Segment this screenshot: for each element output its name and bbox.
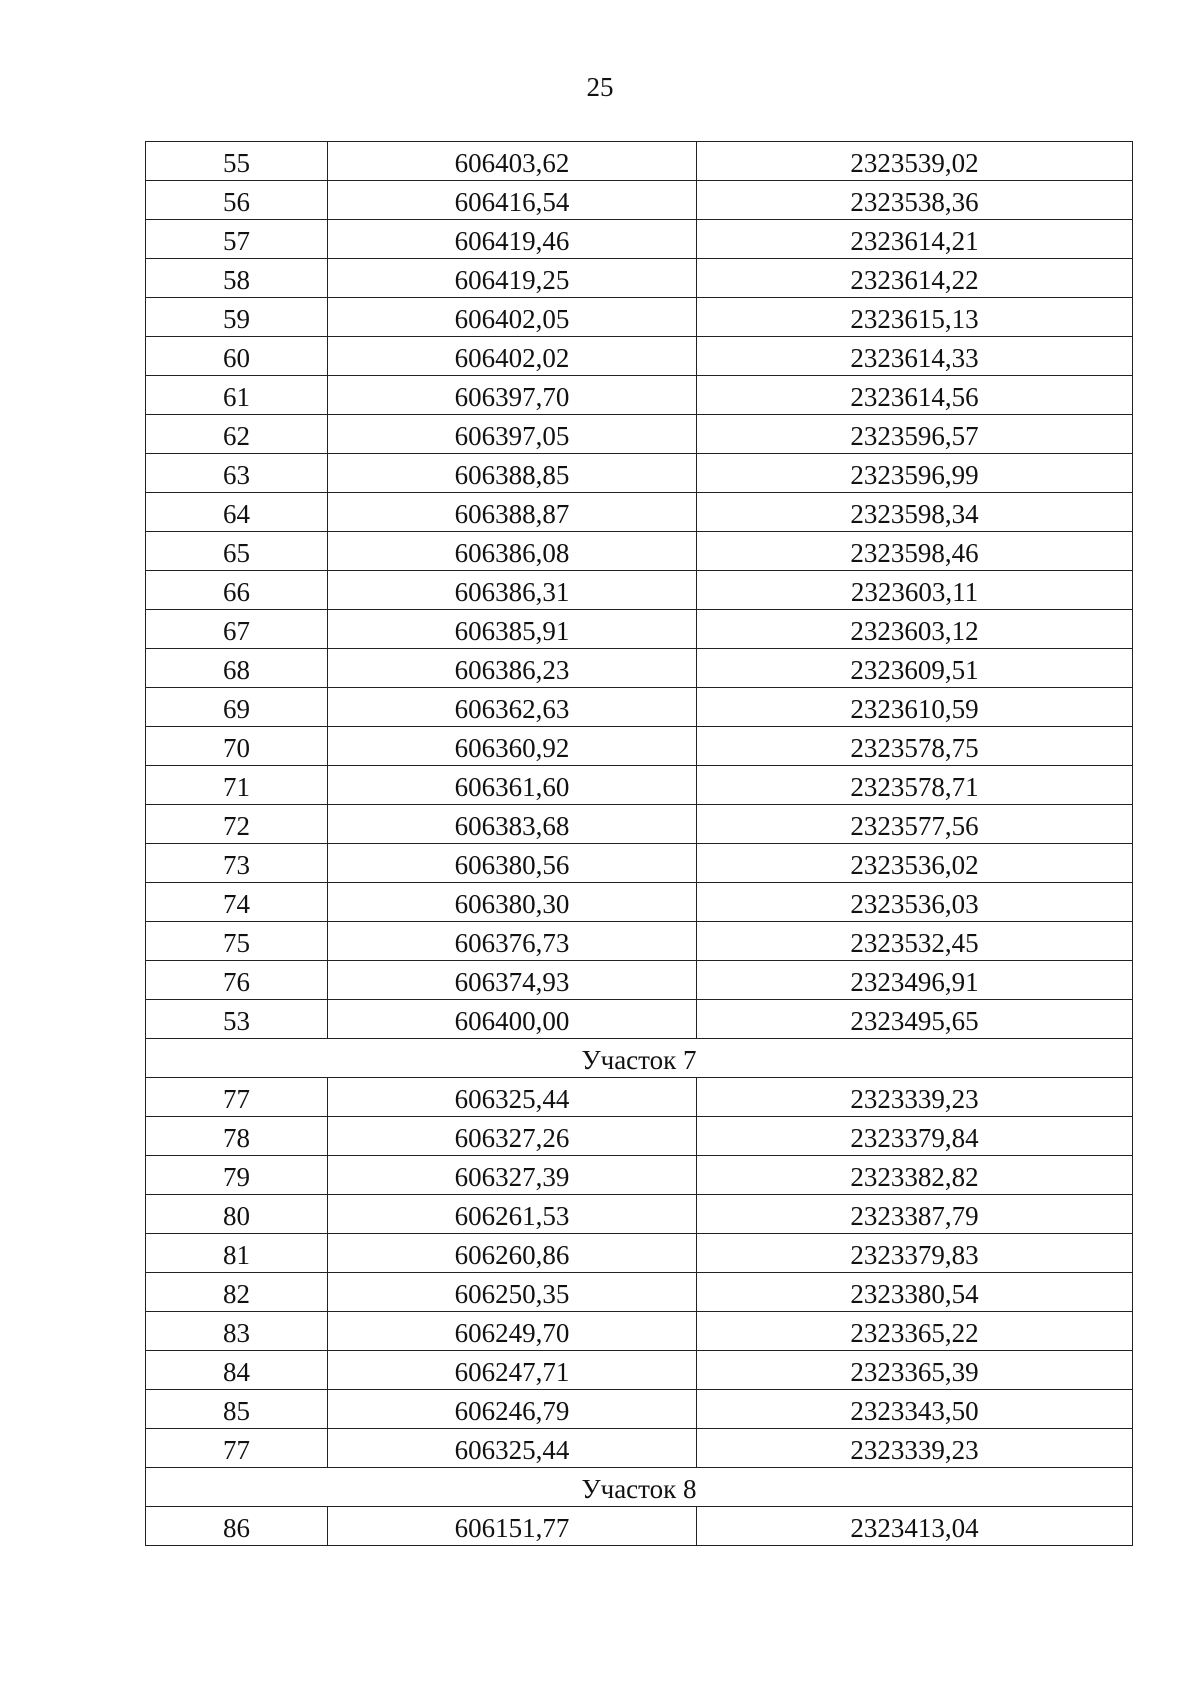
x-coordinate-cell: 606260,86 bbox=[328, 1234, 697, 1273]
section-row bbox=[146, 1468, 1133, 1507]
table-row bbox=[146, 220, 1133, 259]
point-number-cell: 77 bbox=[146, 1078, 328, 1117]
point-number-cell: 78 bbox=[146, 1117, 328, 1156]
y-coordinate-cell: 2323614,22 bbox=[697, 259, 1133, 298]
table-row bbox=[146, 1117, 1133, 1156]
table-row bbox=[146, 181, 1133, 220]
table-row bbox=[146, 571, 1133, 610]
point-number-cell: 64 bbox=[146, 493, 328, 532]
section-label: Участок 7 bbox=[146, 1039, 1133, 1078]
table-row bbox=[146, 493, 1133, 532]
y-coordinate-cell: 2323577,56 bbox=[697, 805, 1133, 844]
x-coordinate-cell: 606383,68 bbox=[328, 805, 697, 844]
table-row bbox=[146, 1312, 1133, 1351]
table-row bbox=[146, 649, 1133, 688]
point-number-cell: 82 bbox=[146, 1273, 328, 1312]
table-row bbox=[146, 805, 1133, 844]
y-coordinate-cell: 2323413,04 bbox=[697, 1507, 1133, 1546]
point-number-cell: 59 bbox=[146, 298, 328, 337]
y-coordinate-cell: 2323496,91 bbox=[697, 961, 1133, 1000]
y-coordinate-cell: 2323603,12 bbox=[697, 610, 1133, 649]
table-row bbox=[146, 1195, 1133, 1234]
table-row bbox=[146, 727, 1133, 766]
y-coordinate-cell: 2323532,45 bbox=[697, 922, 1133, 961]
table-row bbox=[146, 142, 1133, 181]
y-coordinate-cell: 2323614,33 bbox=[697, 337, 1133, 376]
x-coordinate-cell: 606380,56 bbox=[328, 844, 697, 883]
x-coordinate-cell: 606360,92 bbox=[328, 727, 697, 766]
table-row bbox=[146, 259, 1133, 298]
x-coordinate-cell: 606362,63 bbox=[328, 688, 697, 727]
table-row bbox=[146, 337, 1133, 376]
y-coordinate-cell: 2323539,02 bbox=[697, 142, 1133, 181]
coordinates-table-body bbox=[146, 142, 1133, 1546]
point-number-cell: 72 bbox=[146, 805, 328, 844]
y-coordinate-cell: 2323379,84 bbox=[697, 1117, 1133, 1156]
table-row bbox=[146, 766, 1133, 805]
point-number-cell: 84 bbox=[146, 1351, 328, 1390]
x-coordinate-cell: 606416,54 bbox=[328, 181, 697, 220]
point-number-cell: 83 bbox=[146, 1312, 328, 1351]
table-row bbox=[146, 454, 1133, 493]
x-coordinate-cell: 606403,62 bbox=[328, 142, 697, 181]
x-coordinate-cell: 606325,44 bbox=[328, 1078, 697, 1117]
table-row bbox=[146, 1156, 1133, 1195]
x-coordinate-cell: 606327,39 bbox=[328, 1156, 697, 1195]
table-row bbox=[146, 922, 1133, 961]
y-coordinate-cell: 2323578,75 bbox=[697, 727, 1133, 766]
point-number-cell: 74 bbox=[146, 883, 328, 922]
point-number-cell: 53 bbox=[146, 1000, 328, 1039]
y-coordinate-cell: 2323596,57 bbox=[697, 415, 1133, 454]
point-number-cell: 86 bbox=[146, 1507, 328, 1546]
table-row bbox=[146, 1273, 1133, 1312]
point-number-cell: 56 bbox=[146, 181, 328, 220]
y-coordinate-cell: 2323598,46 bbox=[697, 532, 1133, 571]
x-coordinate-cell: 606419,25 bbox=[328, 259, 697, 298]
point-number-cell: 76 bbox=[146, 961, 328, 1000]
y-coordinate-cell: 2323610,59 bbox=[697, 688, 1133, 727]
x-coordinate-cell: 606388,87 bbox=[328, 493, 697, 532]
point-number-cell: 80 bbox=[146, 1195, 328, 1234]
section-row bbox=[146, 1039, 1133, 1078]
point-number-cell: 81 bbox=[146, 1234, 328, 1273]
y-coordinate-cell: 2323382,82 bbox=[697, 1156, 1133, 1195]
x-coordinate-cell: 606380,30 bbox=[328, 883, 697, 922]
x-coordinate-cell: 606246,79 bbox=[328, 1390, 697, 1429]
point-number-cell: 85 bbox=[146, 1390, 328, 1429]
point-number-cell: 79 bbox=[146, 1156, 328, 1195]
table-row bbox=[146, 1390, 1133, 1429]
y-coordinate-cell: 2323614,56 bbox=[697, 376, 1133, 415]
y-coordinate-cell: 2323596,99 bbox=[697, 454, 1133, 493]
point-number-cell: 77 bbox=[146, 1429, 328, 1468]
point-number-cell: 69 bbox=[146, 688, 328, 727]
table-row bbox=[146, 1351, 1133, 1390]
point-number-cell: 61 bbox=[146, 376, 328, 415]
table-row bbox=[146, 1000, 1133, 1039]
table-row bbox=[146, 1507, 1133, 1546]
x-coordinate-cell: 606402,02 bbox=[328, 337, 697, 376]
x-coordinate-cell: 606397,70 bbox=[328, 376, 697, 415]
point-number-cell: 66 bbox=[146, 571, 328, 610]
point-number-cell: 73 bbox=[146, 844, 328, 883]
point-number-cell: 67 bbox=[146, 610, 328, 649]
y-coordinate-cell: 2323614,21 bbox=[697, 220, 1133, 259]
x-coordinate-cell: 606385,91 bbox=[328, 610, 697, 649]
table-row bbox=[146, 376, 1133, 415]
point-number-cell: 70 bbox=[146, 727, 328, 766]
table-row bbox=[146, 1429, 1133, 1468]
x-coordinate-cell: 606386,31 bbox=[328, 571, 697, 610]
x-coordinate-cell: 606388,85 bbox=[328, 454, 697, 493]
section-label: Участок 8 bbox=[146, 1468, 1133, 1507]
point-number-cell: 55 bbox=[146, 142, 328, 181]
table-row bbox=[146, 610, 1133, 649]
x-coordinate-cell: 606327,26 bbox=[328, 1117, 697, 1156]
point-number-cell: 68 bbox=[146, 649, 328, 688]
y-coordinate-cell: 2323339,23 bbox=[697, 1078, 1133, 1117]
x-coordinate-cell: 606374,93 bbox=[328, 961, 697, 1000]
y-coordinate-cell: 2323609,51 bbox=[697, 649, 1133, 688]
table-row bbox=[146, 1234, 1133, 1273]
table-row bbox=[146, 298, 1133, 337]
x-coordinate-cell: 606419,46 bbox=[328, 220, 697, 259]
point-number-cell: 65 bbox=[146, 532, 328, 571]
table-row bbox=[146, 532, 1133, 571]
y-coordinate-cell: 2323365,39 bbox=[697, 1351, 1133, 1390]
y-coordinate-cell: 2323598,34 bbox=[697, 493, 1133, 532]
table-row bbox=[146, 1078, 1133, 1117]
point-number-cell: 60 bbox=[146, 337, 328, 376]
y-coordinate-cell: 2323603,11 bbox=[697, 571, 1133, 610]
y-coordinate-cell: 2323536,03 bbox=[697, 883, 1133, 922]
table-row bbox=[146, 844, 1133, 883]
table-row bbox=[146, 961, 1133, 1000]
point-number-cell: 62 bbox=[146, 415, 328, 454]
x-coordinate-cell: 606397,05 bbox=[328, 415, 697, 454]
y-coordinate-cell: 2323343,50 bbox=[697, 1390, 1133, 1429]
y-coordinate-cell: 2323495,65 bbox=[697, 1000, 1133, 1039]
y-coordinate-cell: 2323365,22 bbox=[697, 1312, 1133, 1351]
y-coordinate-cell: 2323615,13 bbox=[697, 298, 1133, 337]
x-coordinate-cell: 606386,23 bbox=[328, 649, 697, 688]
y-coordinate-cell: 2323380,54 bbox=[697, 1273, 1133, 1312]
page-number: 25 bbox=[586, 72, 614, 102]
x-coordinate-cell: 606376,73 bbox=[328, 922, 697, 961]
x-coordinate-cell: 606400,00 bbox=[328, 1000, 697, 1039]
table-row bbox=[146, 883, 1133, 922]
x-coordinate-cell: 606151,77 bbox=[328, 1507, 697, 1546]
x-coordinate-cell: 606325,44 bbox=[328, 1429, 697, 1468]
x-coordinate-cell: 606361,60 bbox=[328, 766, 697, 805]
y-coordinate-cell: 2323538,36 bbox=[697, 181, 1133, 220]
x-coordinate-cell: 606261,53 bbox=[328, 1195, 697, 1234]
table-row bbox=[146, 688, 1133, 727]
y-coordinate-cell: 2323387,79 bbox=[697, 1195, 1133, 1234]
point-number-cell: 57 bbox=[146, 220, 328, 259]
point-number-cell: 71 bbox=[146, 766, 328, 805]
y-coordinate-cell: 2323578,71 bbox=[697, 766, 1133, 805]
y-coordinate-cell: 2323339,23 bbox=[697, 1429, 1133, 1468]
point-number-cell: 75 bbox=[146, 922, 328, 961]
coordinates-table bbox=[145, 141, 1133, 1546]
point-number-cell: 63 bbox=[146, 454, 328, 493]
x-coordinate-cell: 606247,71 bbox=[328, 1351, 697, 1390]
x-coordinate-cell: 606249,70 bbox=[328, 1312, 697, 1351]
x-coordinate-cell: 606402,05 bbox=[328, 298, 697, 337]
table-row bbox=[146, 415, 1133, 454]
x-coordinate-cell: 606386,08 bbox=[328, 532, 697, 571]
y-coordinate-cell: 2323536,02 bbox=[697, 844, 1133, 883]
y-coordinate-cell: 2323379,83 bbox=[697, 1234, 1133, 1273]
x-coordinate-cell: 606250,35 bbox=[328, 1273, 697, 1312]
point-number-cell: 58 bbox=[146, 259, 328, 298]
